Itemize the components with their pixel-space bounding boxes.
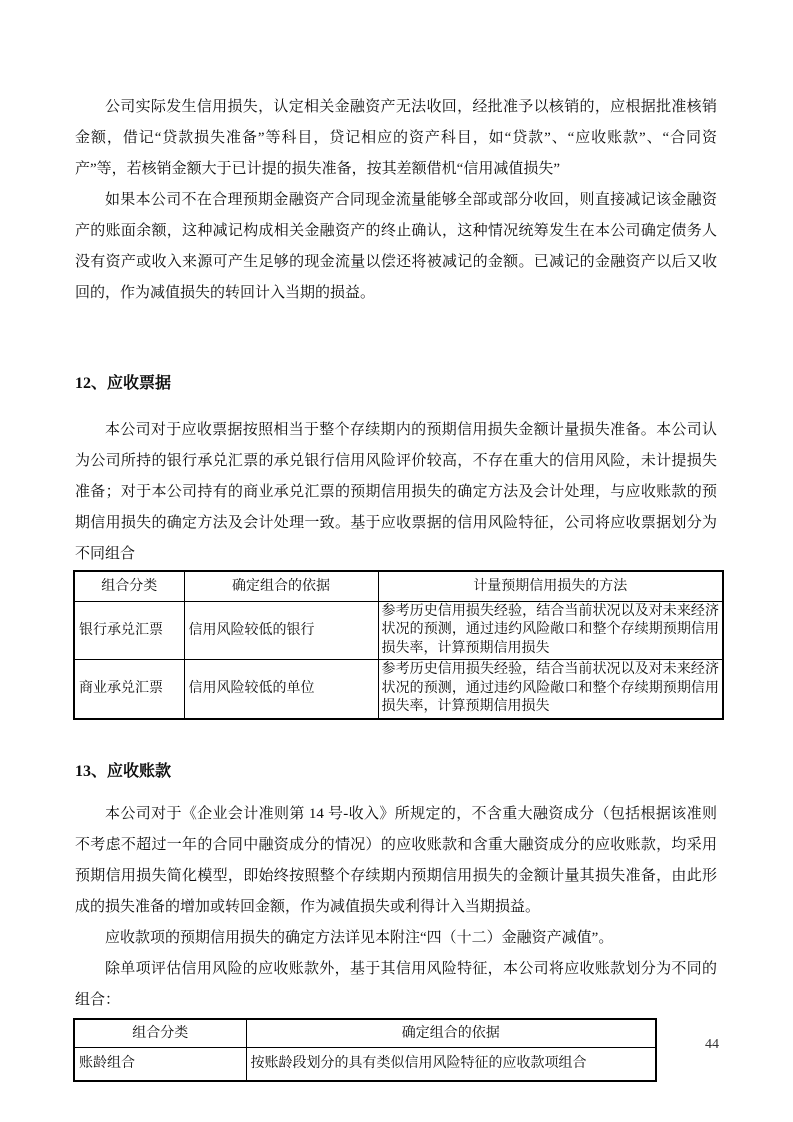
column-header-portfolio-type: 组合分类 <box>74 1019 246 1048</box>
accounts-receivable-portfolio-table <box>73 1018 657 1082</box>
column-header-portfolio-basis: 确定组合的依据 <box>246 1019 656 1048</box>
cell-portfolio-type: 银行承兑汇票 <box>74 601 184 660</box>
cell-portfolio-basis: 信用风险较低的银行 <box>184 601 378 660</box>
cell-portfolio-type: 账龄组合 <box>74 1048 246 1081</box>
paragraph-credit-loss-writeoff: 公司实际发生信用损失，认定相关金融资产无法收回，经批准予以核销的，应根据批准核销金额，借记“贷款损失准备”等科目，贷记相应的资产科目，如“贷款”、“应收账款”、“合同资产”等，若核销金额大于已计提的损失准备，按其差额借机“信用减值损失” <box>75 99 717 177</box>
cell-portfolio-type: 商业承兑汇票 <box>74 660 184 719</box>
table-row <box>74 660 723 719</box>
cell-ecl-method: 参考历史信用损失经验，结合当前状况以及对未来经济状况的预测，通过违约风险敞口和整个存续期预期信用损失率，计算预期信用损失 <box>378 601 723 660</box>
paragraph-portfolio-split-intro: 除单项评估信用风险的应收账款外，基于其信用风险特征，本公司将应收账款划分为不同的组合： <box>75 960 717 1008</box>
section-heading-notes-receivable: 12、应收票据 <box>75 375 172 392</box>
column-header-portfolio-basis: 确定组合的依据 <box>184 571 378 601</box>
table-row <box>74 601 723 660</box>
cell-portfolio-basis: 按账龄段划分的具有类似信用风险特征的应收款项组合 <box>246 1048 656 1081</box>
cell-ecl-method: 参考历史信用损失经验，结合当前状况以及对未来经济状况的预测，通过违约风险敞口和整个存续期预期信用损失率，计算预期信用损失 <box>378 660 723 719</box>
notes-receivable-portfolio-table <box>73 570 724 720</box>
page-number: 44 <box>705 1037 719 1052</box>
page-content <box>75 92 717 1082</box>
section-heading-accounts-receivable: 13、应收账款 <box>75 762 172 780</box>
column-header-portfolio-type: 组合分类 <box>74 571 184 601</box>
table-header-row <box>74 1019 656 1048</box>
paragraph-ecl-method-reference: 应收款项的预期信用损失的确定方法详见本附注“四（十二）金融资产减值”。 <box>105 929 614 946</box>
paragraph-accounts-receivable-policy: 本公司对于《企业会计准则第 14 号-收入》所规定的，不含重大融资成分（包括根据该准则不考虑不超过一年的合同中融资成分的情况）的应收账款和含重大融资成分的应收账款，均采用预期信用损失简化模型，即始终按照整个存续期内预期信用损失的金额计量其损失准备，由此形成的损失准备的增加或转回金额，作为减值损失或利得计入当期损益。 <box>75 805 717 915</box>
table-row <box>74 1048 656 1081</box>
table-header-row <box>74 571 723 601</box>
paragraph-notes-receivable-policy: 本公司对于应收票据按照相当于整个存续期内的预期信用损失金额计量损失准备。本公司认为公司所持的银行承兑汇票的承兑银行信用风险评价较高，不存在重大的信用风险，未计提损失准备；对于本公司持有的商业承兑汇票的预期信用损失的确定方法及会计处理，与应收账款的预期信用损失的确定方法及会计处理一致。基于应收票据的信用风险特征，公司将应收票据划分为不同组合 <box>75 422 717 562</box>
paragraph-direct-writedown: 如果本公司不在合理预期金融资产合同现金流量能够全部或部分收回，则直接减记该金融资产的账面余额，这种减记构成相关金融资产的终止确认，这种情况统筹发生在本公司确定债务人没有资产或收入来源可产生足够的现金流量以偿还将被减记的金额。已减记的金融资产以后又收回的，作为减值损失的转回计入当期的损益。 <box>75 192 717 301</box>
cell-portfolio-basis: 信用风险较低的单位 <box>184 660 378 719</box>
column-header-ecl-method: 计量预期信用损失的方法 <box>378 571 723 601</box>
